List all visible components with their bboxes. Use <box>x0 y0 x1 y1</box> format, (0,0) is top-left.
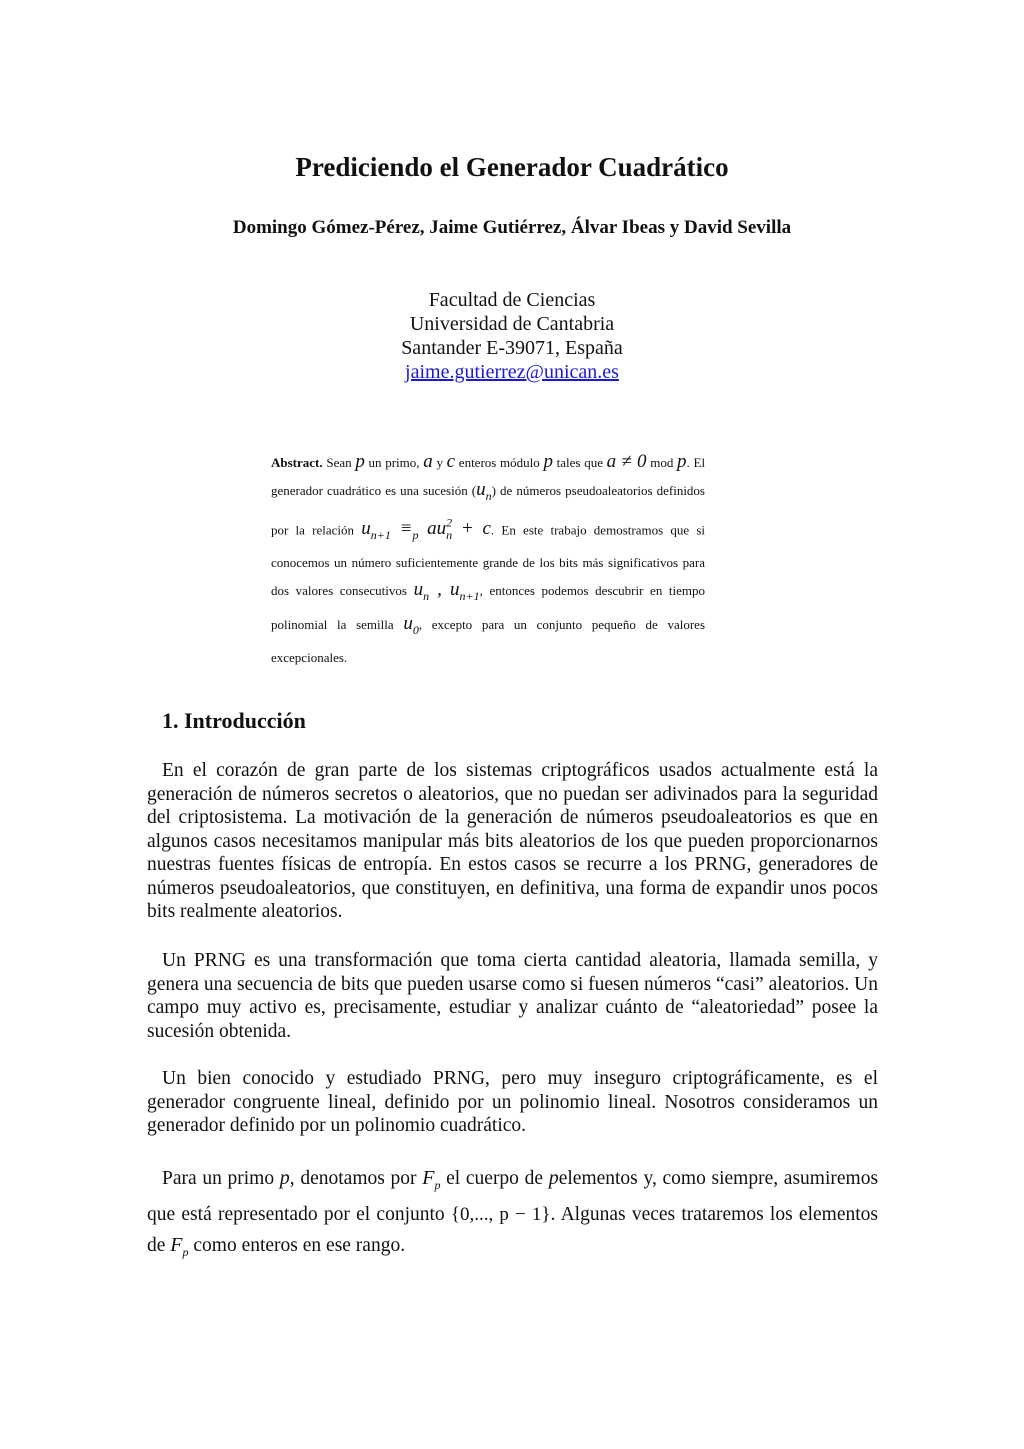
intro-paragraph-4 <box>147 1163 878 1267</box>
affiliation-address: Santander E-39071, España <box>401 337 623 359</box>
abstract-text: y <box>436 455 443 470</box>
math-a: a <box>423 451 433 472</box>
paragraph-text: como enteros en ese rango. <box>193 1235 406 1256</box>
author-email-link[interactable]: jaime.gutierrez@unican.es <box>405 361 619 383</box>
paragraph-text: elementos y, como siempre, asumiremos que está representado por el conjunto <box>147 1168 879 1225</box>
paper-authors: Domingo Gómez-Pérez, Jaime Gutiérrez, Álvar Ibeas y David Sevilla <box>232 217 792 238</box>
abstract-text: . El generador cuadrático es una sucesión ( <box>271 455 706 498</box>
paragraph-text: Para un primo <box>162 1168 275 1189</box>
abstract-text: un primo, <box>368 455 420 470</box>
affiliation-university: Universidad de Cantabria <box>409 313 615 335</box>
math-Fp: $F_p$ <box>422 1167 441 1192</box>
affiliation-block <box>0 288 1024 384</box>
abstract-text: mod <box>650 455 674 470</box>
paragraph-text: , denotamos por <box>289 1168 417 1189</box>
math-un-un1: $u_n$ , $u_{n+1}$ <box>413 578 480 603</box>
math-Fp: $F_p$ <box>170 1234 189 1259</box>
abstract-text: , entonces podemos descubrir en tiempo polinomial la semilla <box>271 582 706 632</box>
math-p: p <box>355 451 365 472</box>
math-p: p <box>548 1167 559 1189</box>
abstract-block <box>271 448 705 671</box>
abstract-text: . En este trabajo demostramos que si conocemos un número suficientemente grande de los bits más significativos para dos valores consecutivos <box>271 522 706 598</box>
intro-paragraph-2: Un PRNG es una transformación que toma cierta cantidad aleatoria, llamada semilla, y genera una secuencia de bits que pueden usarse como si fuesen números “casi” aleatorios. Un campo muy activo es, precisamente, estudiar y analizar cuánto de “aleatoriedad” posee la sucesión obtenida. <box>147 950 878 1042</box>
intro-paragraph-3: Un bien conocido y estudiado PRNG, pero muy inseguro criptográficamente, es el generador congruente lineal, definido por un polinomio lineal. Nosotros consideramos un generador definido por un polinomio cuadrático. <box>147 1068 878 1136</box>
math-c: c <box>446 451 456 472</box>
intro-paragraph-1: En el corazón de gran parte de los sistemas criptográficos usados actualmente está la generación de números secretos o aleatorios, que no puedan ser adivinados para la seguridad del criptosistema. La motivación de la generación de números pseudoaleatorios es que en algunos casos necesitamos manipular más bits aleatorios de los que pueden proporcionarnos nuestras fuentes físicas de entropía. En estos casos se recurre a los PRNG, generadores de números pseudoaleatorios, que constituyen, en definitiva, una forma de expandir unos pocos bits realmente aleatorios. <box>147 760 878 922</box>
math-un: $u_n$ <box>476 479 492 503</box>
math-recurrence: $u_{n+1} \equiv_p$ $au^2_n + c$ <box>361 515 491 542</box>
abstract-text: Sean <box>326 455 352 470</box>
math-set: {0,..., p − 1} <box>450 1204 551 1225</box>
math-p: p <box>677 451 687 472</box>
math-p: p <box>279 1167 290 1189</box>
abstract-text: enteros módulo <box>458 455 540 470</box>
math-u0: $u_0$ <box>403 612 419 637</box>
math-a-neq-0: a ≠ 0 <box>606 451 647 472</box>
abstract-text: ) de números pseudoaleatorios definidos por la relación <box>271 483 705 538</box>
abstract-label: Abstract. <box>271 455 323 470</box>
section-heading: 1. Introducción <box>162 708 306 733</box>
math-p: p <box>543 451 553 472</box>
affiliation-faculty: Facultad de Ciencias <box>428 289 596 311</box>
paragraph-text: . Algunas veces trataremos los elementos de <box>147 1204 878 1256</box>
abstract-text: tales que <box>556 455 603 470</box>
abstract-text: , excepto para un conjunto pequeño de valores excepcionales. <box>271 616 706 665</box>
paragraph-text: el cuerpo de <box>446 1168 544 1189</box>
paper-title: Prediciendo el Generador Cuadrático <box>295 152 729 182</box>
